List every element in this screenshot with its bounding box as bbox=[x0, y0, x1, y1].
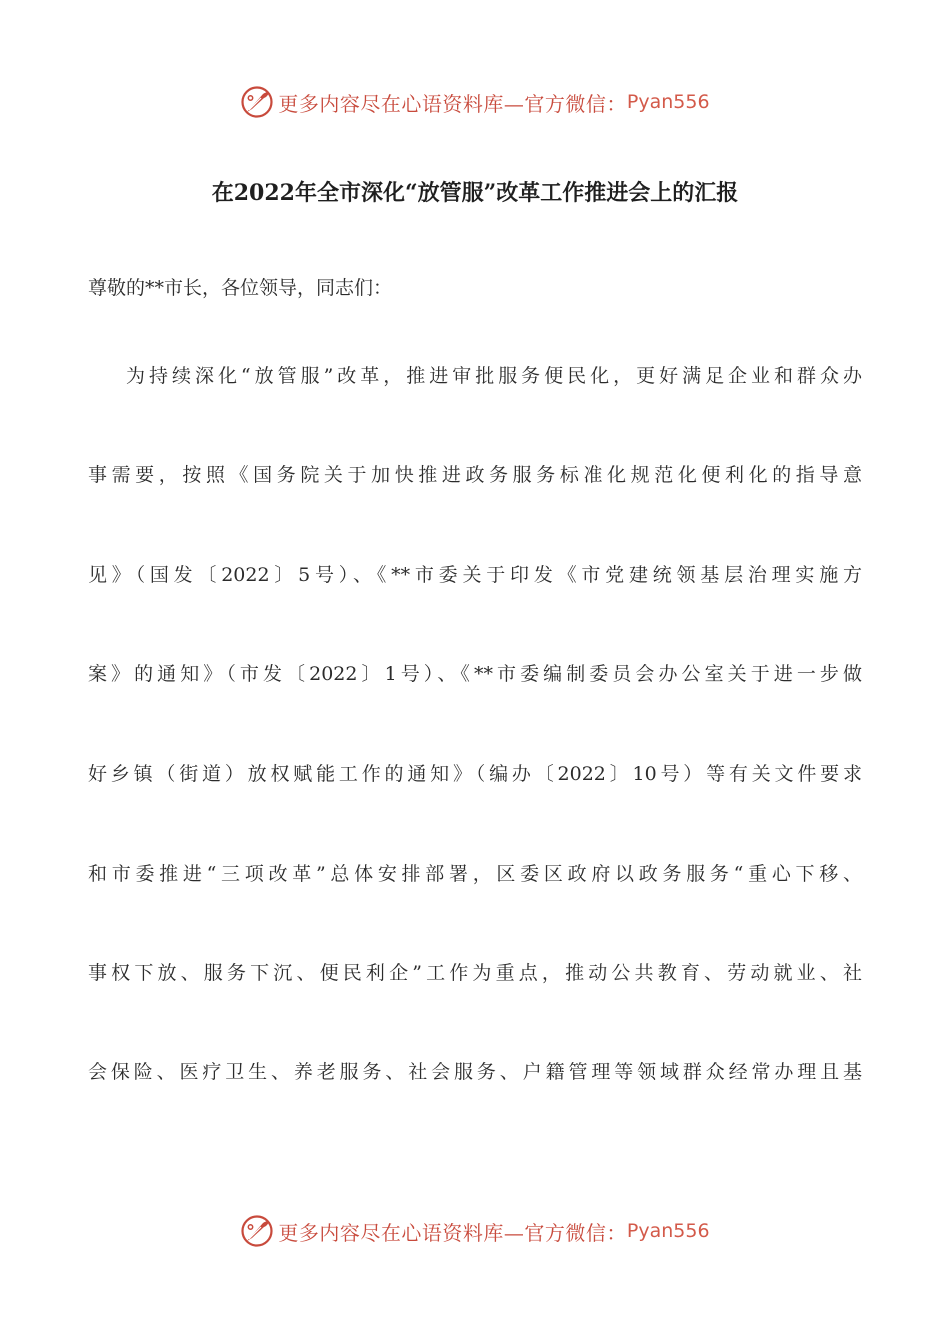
brand-text: 更多内容尽在心语资料库— bbox=[278, 1220, 525, 1245]
body-line: 事需要，按照《国务院关于加快推进政务服务标准化规范化便利化的指导意 bbox=[88, 464, 862, 486]
quill-logo-icon bbox=[240, 1214, 274, 1248]
wechat-id: Pyan556 bbox=[626, 1220, 710, 1242]
body-line: 案》的通知》（市发〔2022〕1号）、《**市委编制委员会办公室关于进一步做 bbox=[88, 663, 862, 685]
body-line: 好乡镇（街道）放权赋能工作的通知》（编办〔2022〕10号）等有关文件要求 bbox=[88, 763, 862, 785]
brand-text: 更多内容尽在心语资料库— bbox=[278, 91, 525, 116]
document-title: 在2022年全市深化“放管服”改革工作推进会上的汇报 bbox=[211, 180, 739, 206]
body-line: 事权下放、服务下沉、便民利企”工作为重点，推动公共教育、劳动就业、社 bbox=[88, 962, 862, 984]
header-watermark-banner bbox=[0, 80, 950, 124]
body-line: 和市委推进“三项改革”总体安排部署，区委区政府以政务服务“重心下移、 bbox=[88, 863, 862, 885]
salutation: 尊敬的**市长，各位领导，同志们： bbox=[88, 277, 393, 299]
footer-watermark-banner bbox=[0, 1209, 950, 1253]
body-line: 为持续深化“放管服”改革，推进审批服务便民化，更好满足企业和群众办 bbox=[126, 365, 862, 387]
body-line: 会保险、医疗卫生、养老服务、社会服务、户籍管理等领域群众经常办理且基 bbox=[88, 1061, 862, 1083]
quill-logo-icon bbox=[240, 85, 274, 119]
body-line: 见》（国发〔2022〕5号）、《**市委关于印发《市党建统领基层治理实施方 bbox=[88, 564, 862, 586]
wechat-label: 官方微信： bbox=[524, 91, 627, 116]
wechat-id: Pyan556 bbox=[626, 91, 710, 113]
wechat-label: 官方微信： bbox=[524, 1220, 627, 1245]
